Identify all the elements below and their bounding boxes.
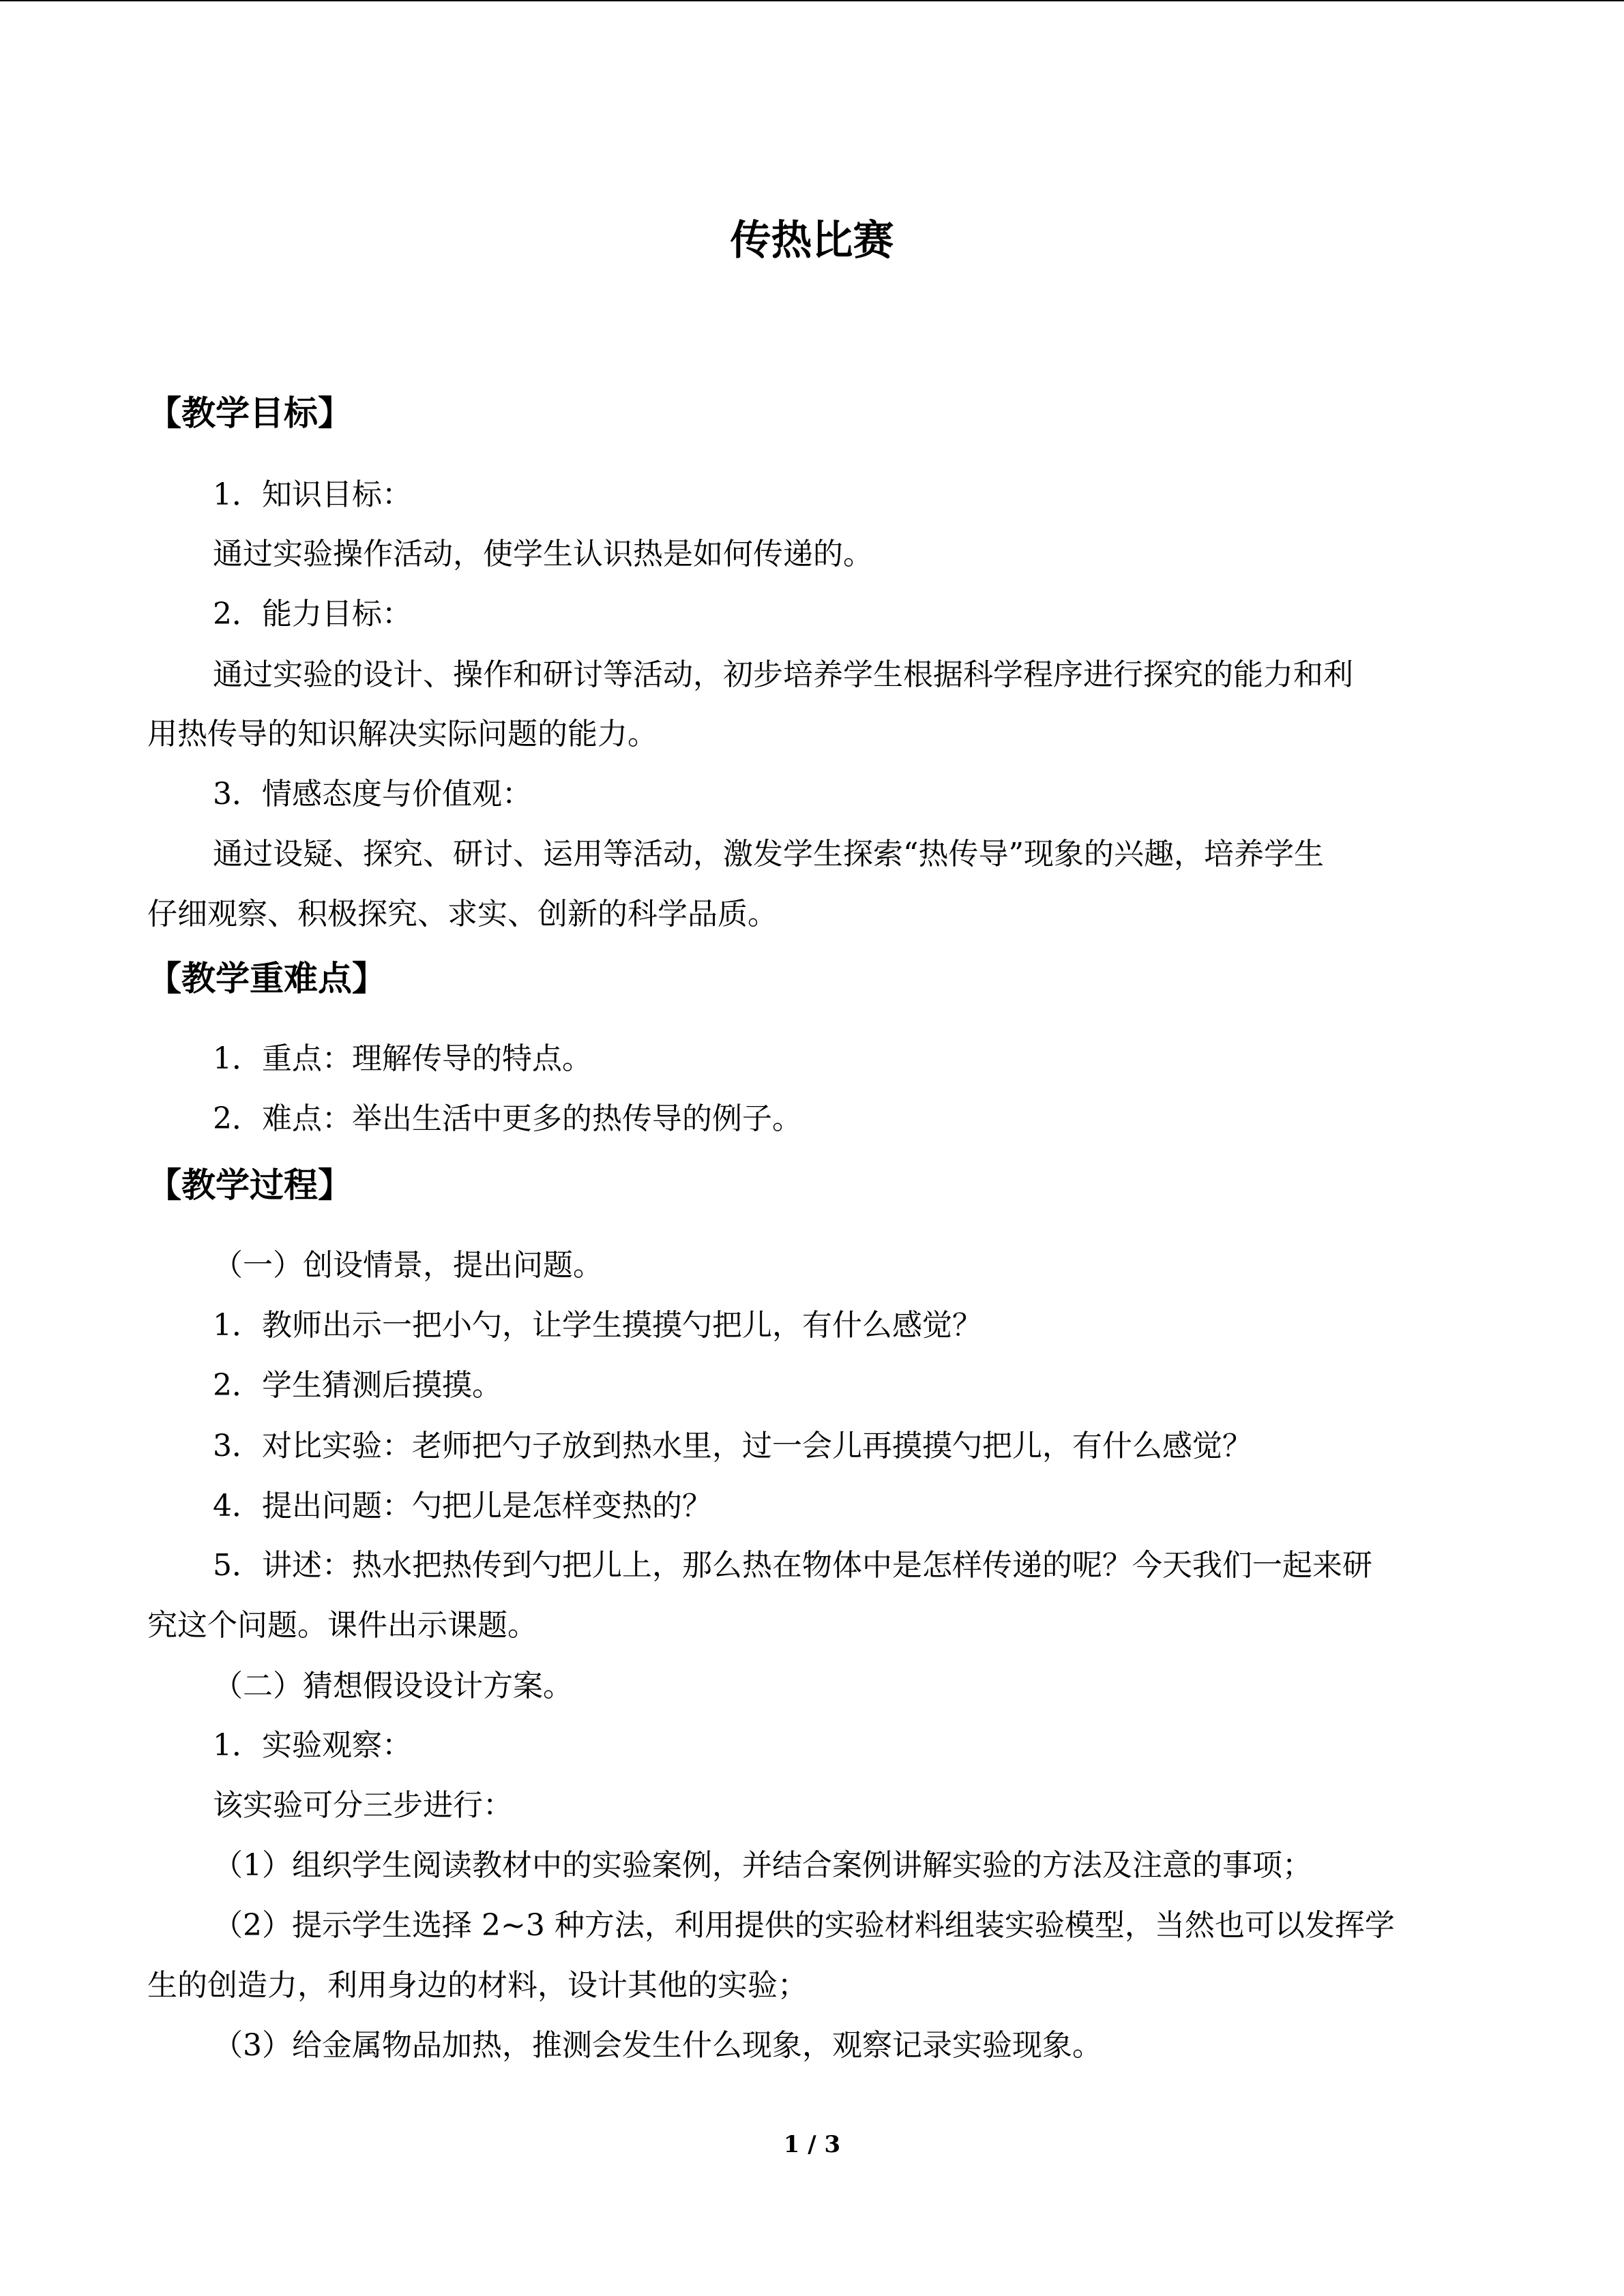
section-heading-process: 【教学过程】 [147, 1165, 352, 1205]
paragraph-line: 通过实验的设计、操作和研讨等活动，初步培养学生根据科学程序进行探究的能力和利 [213, 657, 1353, 692]
document-title: 传热比赛 [730, 217, 894, 265]
paragraph-line: 2．能力目标： [213, 597, 412, 631]
paragraph-line: （1）组织学生阅读教材中的实验案例，并结合案例讲解实验的方法及注意的事项； [213, 1848, 1312, 1883]
paragraph-line: 通过设疑、探究、研讨、运用等活动，激发学生探索“热传导”现象的兴趣，培养学生 [213, 837, 1324, 871]
paragraph-line: 生的创造力，利用身边的材料，设计其他的实验； [147, 1968, 808, 2003]
paragraph-line: 1．重点：理解传导的特点。 [213, 1041, 592, 1076]
paragraph-line: 仔细观察、积极探究、求实、创新的科学品质。 [147, 897, 778, 931]
section-heading-objectives: 【教学目标】 [147, 393, 352, 433]
paragraph-line: （2）提示学生选择 2~3 种方法，利用提供的实验材料组装实验模型，当然也可以发挥学 [213, 1908, 1395, 1943]
paragraph-line: 究这个问题。课件出示课题。 [147, 1608, 537, 1643]
paragraph-line: 1．实验观察： [213, 1728, 412, 1763]
top-border [0, 0, 1624, 1]
paragraph-line: 1．教师出示一把小勺，让学生摸摸勺把儿，有什么感觉？ [213, 1308, 982, 1343]
paragraph-line: （3）给金属物品加热，推测会发生什么现象，观察记录实验现象。 [213, 2028, 1102, 2063]
paragraph-line: （一）创设情景，提出问题。 [213, 1248, 603, 1283]
page-number: 1 / 3 [783, 2131, 841, 2158]
paragraph-line: 4．提出问题：勺把儿是怎样变热的？ [213, 1489, 712, 1523]
paragraph-line: 2．学生猜测后摸摸。 [213, 1368, 502, 1403]
paragraph-line: 3．情感态度与价值观： [213, 777, 532, 811]
paragraph-line: 5．讲述：热水把热传到勺把儿上，那么热在物体中是怎样传递的呢？今天我们一起来研 [213, 1548, 1372, 1583]
paragraph-line: 用热传导的知识解决实际问题的能力。 [147, 717, 658, 751]
paragraph-line: 通过实验操作活动，使学生认识热是如何传递的。 [213, 537, 873, 571]
paragraph-line: 1．知识目标： [213, 477, 412, 512]
section-heading-key-points: 【教学重难点】 [147, 958, 386, 998]
paragraph-line: 该实验可分三步进行： [213, 1788, 513, 1823]
paragraph-line: 3．对比实验：老师把勺子放到热水里，过一会儿再摸摸勺把儿，有什么感觉？ [213, 1429, 1252, 1463]
paragraph-line: 2．难点：举出生活中更多的热传导的例子。 [213, 1101, 802, 1136]
paragraph-line: （二）猜想假设设计方案。 [213, 1669, 573, 1703]
